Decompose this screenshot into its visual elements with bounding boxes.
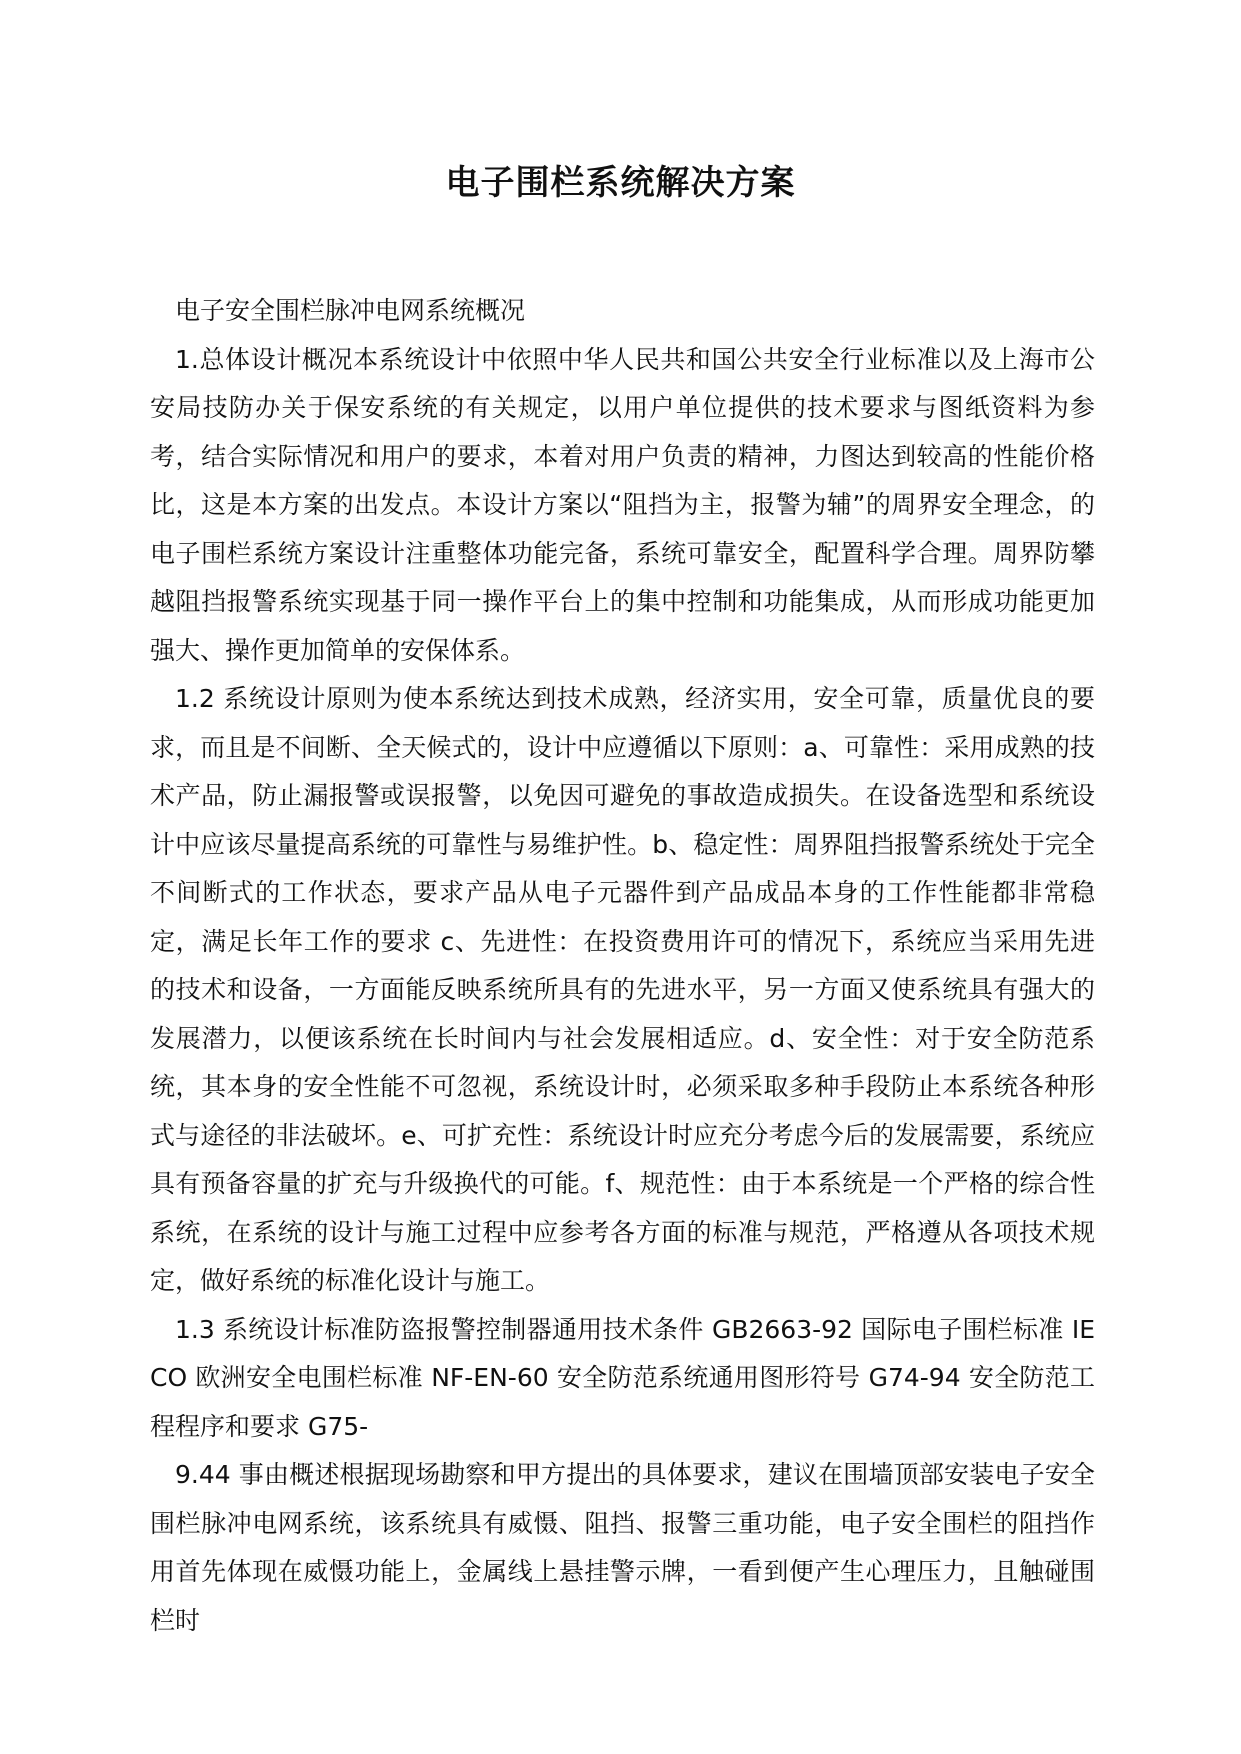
section-heading: 电子安全围栏脉冲电网系统概况 bbox=[175, 296, 526, 325]
paragraph-design-standards: 1.3 系统设计标准防盗报警控制器通用技术条件 GB2663-92 国际电子围栏标准 IECO 欧洲安全电围栏标准 NF-EN-60 安全防范系统通用图形符号 G74-94 安全防范工程程序和要求 G75- bbox=[150, 1314, 1095, 1441]
paragraph-design-principles: 1.2 系统设计原则为使本系统达到技术成熟，经济实用，安全可靠，质量优良的要求，而且是不间断、全天候式的，设计中应遵循以下原则：a、可靠性：采用成熟的技术产品，防止漏报警或误报警，以免因可避免的事故造成损失。在设备选型和系统设计中应该尽量提高系统的可靠性与易维护性。b、稳定性：周界阻挡报警系统处于完全不间断式的工作状态，要求产品从电子元器件到产品成品本身的工作性能都非常稳定，满足长年工作的要求 c、先进性：在投资费用许可的情况下，系统应当采用先进的技术和设备，一方面能反映系统所具有的先进水平，另一方面又使系统具有强大的发展潜力，以便该系统在长时间内与社会发展相适应。d、安全性：对于安全防范系统，其本身的安全性能不可忽视，系统设计时，必须采取多种手段防止本系统各种形式与途径的非法破坏。e、可扩充性：系统设计时应充分考虑今后的发展需要，系统应具有预备容量的扩充与升级换代的可能。f、规范性：由于本系统是一个严格的综合性系统，在系统的设计与施工过程中应参考各方面的标准与规范，严格遵从各项技术规定，做好系统的标准化设计与施工。 bbox=[150, 684, 1095, 1295]
paragraph-overview-of-matter: 9.44 事由概述根据现场勘察和甲方提出的具体要求，建议在围墙顶部安装电子安全围栏脉冲电网系统，该系统具有威慑、阻挡、报警三重功能，电子安全围栏的阻挡作用首先体现在威慑功能上，金属线上悬挂警示牌，一看到便产生心理压力，且触碰围栏时 bbox=[150, 1460, 1095, 1635]
document-body bbox=[150, 287, 1095, 1645]
paragraph-overview: 1.总体设计概况本系统设计中依照中华人民共和国公共安全行业标准以及上海市公安局技防办关于保安系统的有关规定，以用户单位提供的技术要求与图纸资料为参考，结合实际情况和用户的要求，本着对用户负责的精神，力图达到较高的性能价格比，这是本方案的出发点。本设计方案以“阻挡为主，报警为辅”的周界安全理念，的电子围栏系统方案设计注重整体功能完备，系统可靠安全，配置科学合理。周界防攀越阻挡报警系统实现基于同一操作平台上的集中控制和功能集成，从而形成功能更加强大、操作更加简单的安保体系。 bbox=[150, 344, 1095, 665]
document-title: 电子围栏系统解决方案 bbox=[445, 163, 796, 203]
